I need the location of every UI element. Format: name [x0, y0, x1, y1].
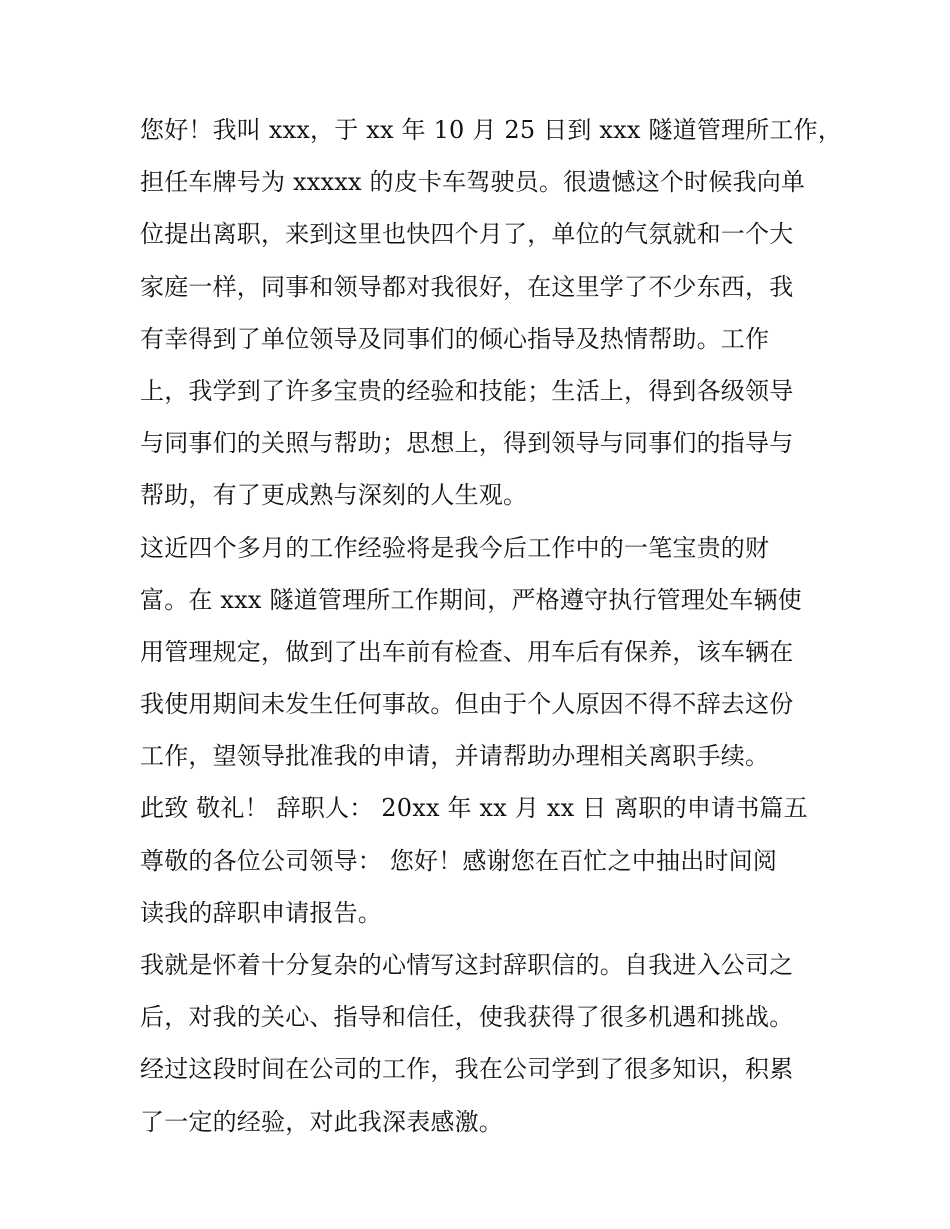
text-line: 有幸得到了单位领导及同事们的倾心指导及热情帮助。工作	[140, 324, 770, 353]
text-line: 帮助，有了更成熟与深刻的人生观。	[140, 481, 528, 510]
text-line: 家庭一样，同事和领导都对我很好，在这里学了不少东西，我	[140, 272, 794, 301]
text-line: 您好！我叫 xxx，于 xx 年 10 月 25 日到 xxx 隧道管理所工作，	[140, 116, 843, 144]
document-body	[140, 104, 843, 1148]
text-line: 工作，望领导批准我的申请，并请帮助办理相关离职手续。	[140, 742, 770, 771]
text-line: 我使用期间未发生任何事故。但由于个人原因不得不辞去这份	[140, 690, 794, 719]
text-line: 与同事们的关照与帮助；思想上，得到领导与同事们的指导与	[140, 429, 794, 458]
text-line: 此致 敬礼！ 辞职人： 20xx 年 xx 月 xx 日 离职的申请书篇五	[140, 794, 808, 823]
text-line: 经过这段时间在公司的工作，我在公司学到了很多知识，积累	[140, 1055, 794, 1084]
text-line: 上，我学到了许多宝贵的经验和技能；生活上，得到各级领导	[140, 376, 794, 405]
text-line: 担任车牌号为 xxxxx 的皮卡车驾驶员。很遗憾这个时候我向单	[140, 168, 806, 197]
text-line: 尊敬的各位公司领导： 您好！感谢您在百忙之中抽出时间阅	[140, 846, 778, 875]
text-line: 后，对我的关心、指导和信任，使我获得了很多机遇和挑战。	[140, 1003, 794, 1032]
text-line: 位提出离职，来到这里也快四个月了，单位的气氛就和一个大	[140, 220, 794, 249]
text-line: 这近四个多月的工作经验将是我今后工作中的一笔宝贵的财	[140, 533, 770, 562]
text-line: 了一定的经验，对此我深表感激。	[140, 1107, 503, 1136]
text-line: 我就是怀着十分复杂的心情写这封辞职信的。自我进入公司之	[140, 951, 794, 979]
text-line: 用管理规定，做到了出车前有检查、用车后有保养，该车辆在	[140, 637, 794, 666]
text-line: 读我的辞职申请报告。	[140, 898, 382, 927]
text-line: 富。在 xxx 隧道管理所工作期间，严格遵守执行管理处车辆使	[140, 585, 802, 614]
